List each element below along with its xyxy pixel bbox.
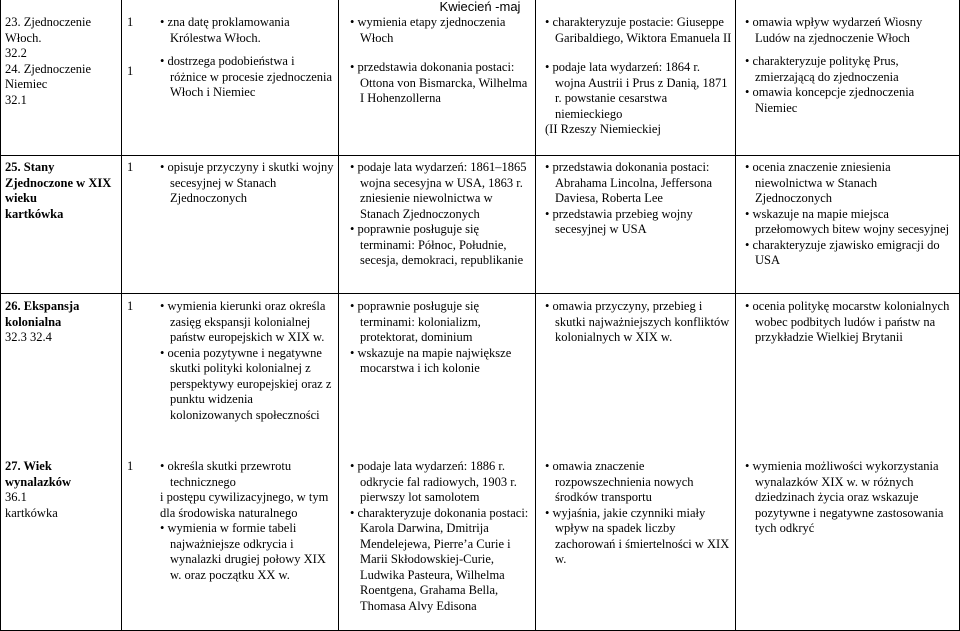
list-item: • określa skutki przewrotu technicznego xyxy=(160,459,292,489)
list-item: • wskazuje na mapie największe mocarstwa i ich kolonie xyxy=(350,345,512,375)
list-item: • wymienia kierunki oraz określa zasięg ekspansji kolonialnej państw europejskich w XIX w. xyxy=(160,299,326,344)
topic-cell xyxy=(5,15,119,108)
list-item: • podaje lata wydarzeń: 1861–1865 wojna secesyjna w USA, 1863 r. zniesienie niewolnictwa w Stanach Zjednoczonych xyxy=(350,160,527,221)
row-divider xyxy=(0,155,960,156)
list-item: • przedstawia dokonania postaci: Ottona von Bismarcka, Wilhelma I Hohenzollerna xyxy=(350,60,528,105)
list-item: • ocenia znaczenie zniesienia niewolnictwa w Stanach Zjednoczonych xyxy=(745,160,891,205)
requirements-cell xyxy=(741,15,955,116)
topic-title: 26. Ekspansja kolonialna xyxy=(5,299,80,329)
topic-ref: 32.2 xyxy=(5,46,27,60)
list-item: • poprawnie posługuje się terminami: Północ, Południe, secesja, demokraci, republikanie xyxy=(350,222,524,267)
requirements-cell xyxy=(541,15,733,138)
list-item: • charakteryzuje politykę Prus, zmierzającą do zjednoczenia xyxy=(745,54,899,84)
list-item: • ocenia politykę mocarstw kolonialnych wobec podbitych ludów i państw na przykładzie Wielkiej Brytanii xyxy=(745,299,950,344)
table-divider xyxy=(338,0,339,631)
table-divider xyxy=(735,0,736,631)
list-item: • ocenia pozytywne i negatywne skutki polityki kolonialnej z perspektywy europejskiej oraz z punktu widzenia kolonizowanych społeczności xyxy=(160,345,332,422)
topic-cell xyxy=(5,160,119,222)
requirements-cell xyxy=(541,160,733,238)
row-divider xyxy=(0,293,960,294)
list-item: • przedstawia dokonania postaci: Abrahama Lincolna, Jeffersona Daviesa, Roberta Lee xyxy=(545,160,712,205)
topic-title: 27. Wiek wynalazków xyxy=(5,459,71,489)
level-number: 1 xyxy=(127,160,134,174)
list-item: • wymienia etapy zjednoczenia Włoch xyxy=(350,15,506,45)
list-item: • omawia wpływ wydarzeń Wiosny Ludów na zjednoczenie Włoch xyxy=(745,15,923,45)
requirements-cell xyxy=(741,459,955,537)
list-item: • omawia przyczyny, przebieg i skutki najważniejszych konfliktów kolonialnych w XIX w. xyxy=(545,299,730,344)
list-item: • wymienia w formie tabeli najważniejsze odkrycia i wynalazki drugiej połowy XIX w. oraz początku XX w. xyxy=(160,521,326,582)
list-item: • omawia koncepcje zjednoczenia Niemiec xyxy=(745,85,915,115)
list-item: • wyjaśnia, jakie czynniki miały wpływ na spadek liczby zachorowań i śmiertelności w XIX w. xyxy=(545,505,730,566)
list-item: • charakteryzuje zjawisko emigracji do USA xyxy=(745,237,940,267)
requirements-cell xyxy=(346,160,532,269)
list-item: • dostrzega podobieństwa i różnice w procesie zjednoczenia Włoch i Niemiec xyxy=(160,54,333,99)
requirements-cell xyxy=(346,459,532,614)
topic-title: 23. Zjednoczenie Włoch. xyxy=(5,15,92,45)
list-item-continuation: (II Rzeszy Niemieckiej xyxy=(545,122,661,136)
list-item: • wskazuje na mapie miejsca przełomowych bitew wojny secesyjnej xyxy=(745,206,950,236)
requirements-cell xyxy=(156,459,334,583)
topic-title: 24. Zjednoczenie Niemiec xyxy=(5,61,92,91)
requirements-cell xyxy=(741,299,955,346)
requirements-cell xyxy=(741,160,955,269)
table-divider xyxy=(121,0,122,631)
topic-ref: kartkówka xyxy=(5,206,64,221)
requirements-cell xyxy=(541,459,733,568)
list-item-continuation: i postępu cywilizacyjnego, w tym dla środowiska naturalnego xyxy=(160,490,329,520)
requirements-cell xyxy=(541,299,733,346)
topic-ref: 32.1 xyxy=(5,92,27,107)
level-number: 1 xyxy=(127,64,134,78)
topic-cell xyxy=(5,459,119,521)
list-item: • charakteryzuje dokonania postaci: Karola Darwina, Dmitrija Mendelejewa, Pierre’a Curie i Marii Skłodowskiej-Curie, Ludwika Pasteura, Wilhelma Roentgena, Grahama Bella, Thomasa Alvy Edisona xyxy=(350,505,529,613)
topic-ref: 36.1 xyxy=(5,490,27,504)
list-item: • zna datę proklamowania Królestwa Włoch. xyxy=(160,15,290,45)
section-header: Kwiecień -maj xyxy=(439,0,521,14)
topic-cell xyxy=(5,299,119,346)
level-number: 1 xyxy=(127,299,134,313)
requirements-cell xyxy=(156,160,334,207)
list-item: • opisuje przyczyny i skutki wojny secesyjnej w Stanach Zjednoczonych xyxy=(160,160,334,205)
table-divider xyxy=(535,0,536,631)
level-number: 1 xyxy=(127,15,134,29)
requirements-cell xyxy=(346,15,532,107)
topic-ref: kartkówka xyxy=(5,505,58,520)
list-item: • przedstawia przebieg wojny secesyjnej w USA xyxy=(545,206,693,236)
list-item: • podaje lata wydarzeń: 1886 r. odkrycie fal radiowych, 1903 r. pierwszy lot samolotem xyxy=(350,459,517,504)
requirements-cell xyxy=(156,299,334,423)
requirements-cell xyxy=(346,299,532,377)
list-item: • poprawnie posługuje się terminami: kolonializm, protektorat, dominium xyxy=(350,299,481,344)
list-item: • podaje lata wydarzeń: 1864 r. wojna Austrii i Prus z Danią, 1871 r. powstanie cesarstwa niemieckiego xyxy=(545,60,728,121)
list-item: • charakteryzuje postacie: Giuseppe Garibaldiego, Wiktora Emanuela II xyxy=(545,15,732,45)
list-item: • omawia znaczenie rozpowszechnienia nowych środków transportu xyxy=(545,459,694,504)
topic-ref: 32.3 32.4 xyxy=(5,330,52,344)
level-number: 1 xyxy=(127,459,134,473)
table-border-left xyxy=(0,0,1,631)
list-item: • wymienia możliwości wykorzystania wynalazków XIX w. w różnych dziedzinach życia oraz wskazuje pozytywne i negatywne zastosowania tych odkryć xyxy=(745,459,944,535)
requirements-cell xyxy=(156,15,334,101)
topic-title: 25. Stany Zjednoczone w XIX wieku xyxy=(5,160,112,205)
